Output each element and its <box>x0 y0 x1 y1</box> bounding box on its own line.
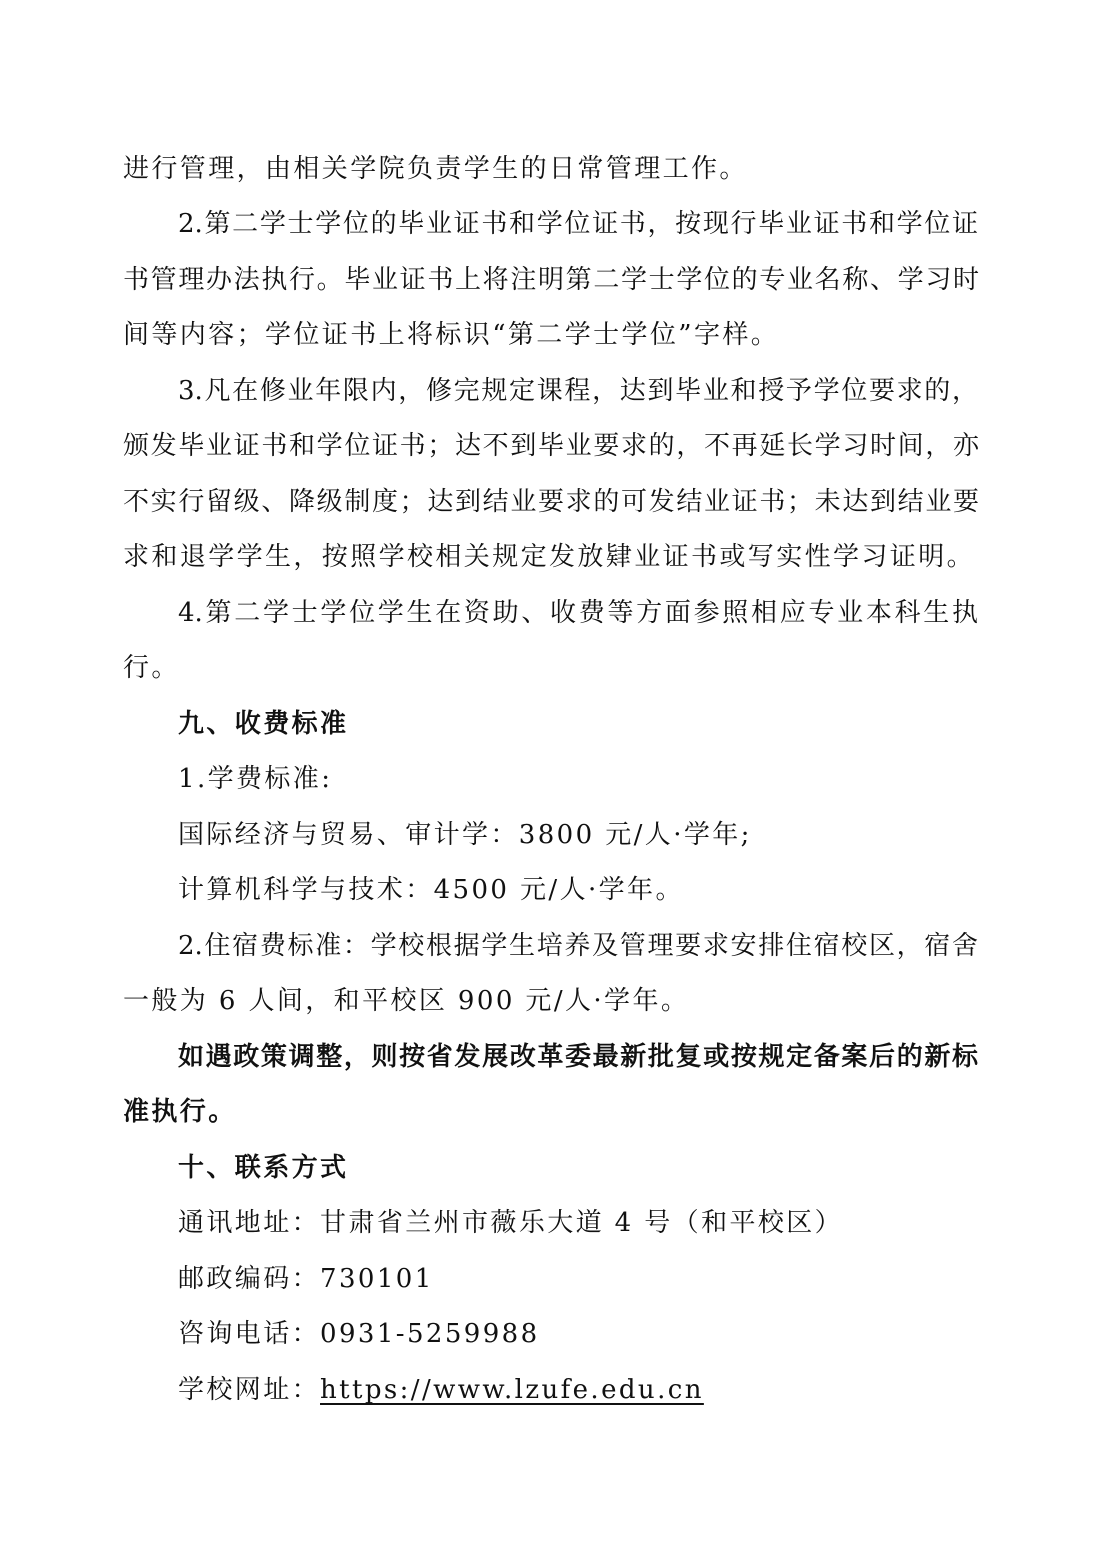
address-value: 甘肃省兰州市薇乐大道 4 号（和平校区） <box>320 1208 844 1238</box>
website-link[interactable]: https://www.lzufe.edu.cn <box>320 1375 704 1405</box>
website-label: 学校网址： <box>178 1375 321 1405</box>
postcode-row <box>178 1262 434 1296</box>
phone-value: 0931-5259988 <box>320 1319 540 1349</box>
policy-notice-line-2: 准执行。 <box>123 1097 237 1127</box>
section-10-heading: 十、联系方式 <box>178 1153 349 1183</box>
tuition-title: 1.学费标准: <box>178 764 333 794</box>
housing-line-1: 2.住宿费标准：学校根据学生培养及管理要求安排住宿校区，宿舍 <box>178 931 978 961</box>
item-3-line-3: 不实行留级、降级制度；达到结业要求的可发结业证书；未达到结业要 <box>123 487 979 517</box>
phone-row <box>178 1317 540 1351</box>
postcode-label: 邮政编码： <box>178 1264 321 1294</box>
phone-label: 咨询电话： <box>178 1319 321 1349</box>
item-3-line-1: 3.凡在修业年限内，修完规定课程，达到毕业和授予学位要求的， <box>178 376 978 406</box>
address-row <box>178 1206 843 1240</box>
item-3-line-2: 颁发毕业证书和学位证书；达不到毕业要求的，不再延长学习时间，亦 <box>123 431 979 461</box>
item-3-line-4: 求和退学学生，按照学校相关规定发放肄业证书或写实性学习证明。 <box>123 542 976 572</box>
tuition-item: 国际经济与贸易、审计学：3800 元/人·学年; <box>178 820 752 850</box>
section-9-heading: 九、收费标准 <box>178 709 349 739</box>
tuition-item: 计算机科学与技术：4500 元/人·学年。 <box>178 875 684 905</box>
item-2-line-2: 书管理办法执行。毕业证书上将注明第二学士学位的专业名称、学习时 <box>123 265 979 295</box>
item-2-line-3: 间等内容；学位证书上将标识“第二学士学位”字样。 <box>123 320 780 350</box>
postcode-value: 730101 <box>320 1264 434 1294</box>
item-4-line-2: 行。 <box>123 653 180 683</box>
item-2-line-1: 2.第二学士学位的毕业证书和学位证书，按现行毕业证书和学位证 <box>178 209 978 239</box>
housing-line-2: 一般为 6 人间，和平校区 900 元/人·学年。 <box>123 986 690 1016</box>
paragraph-line: 进行管理，由相关学院负责学生的日常管理工作。 <box>123 154 748 184</box>
website-row <box>178 1373 704 1407</box>
address-label: 通讯地址： <box>178 1208 321 1238</box>
policy-notice-line-1: 如遇政策调整，则按省发展改革委最新批复或按规定备案后的新标 <box>178 1042 978 1072</box>
item-4-line-1: 4.第二学士学位学生在资助、收费等方面参照相应专业本科生执 <box>178 598 978 628</box>
